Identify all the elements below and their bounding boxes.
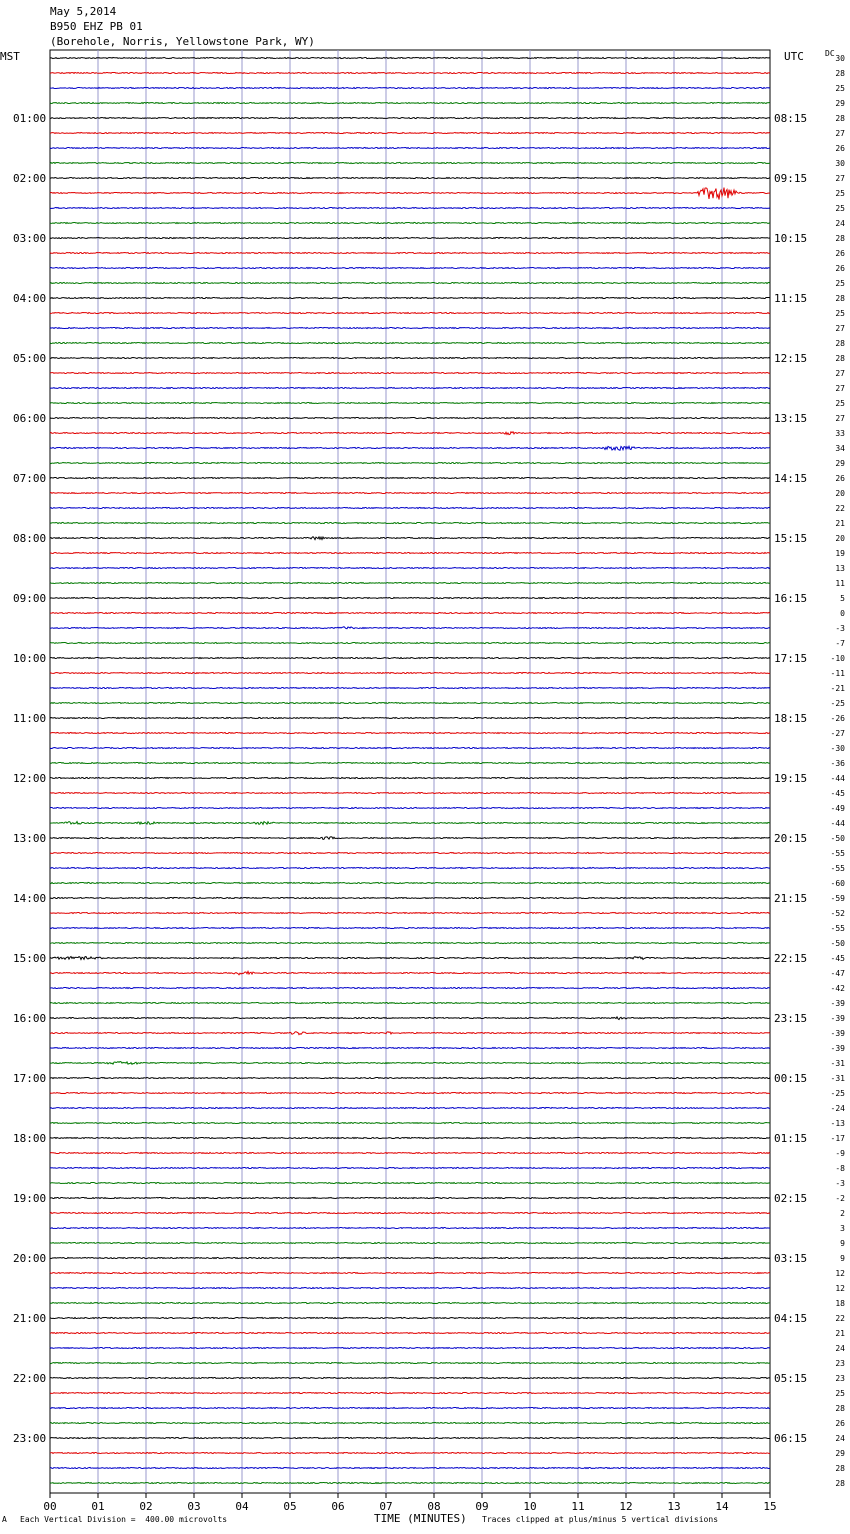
x-axis-label: TIME (MINUTES) [374,1512,467,1525]
trace-line [50,1482,770,1483]
trace-line [50,207,770,208]
x-tick-label: 15 [763,1500,777,1513]
utc-hour-label: 12:15 [774,352,808,365]
mst-hour-label: 08:00 [13,532,47,545]
dc-offset-value: -45 [830,789,845,798]
trace-line [50,117,770,118]
mst-hour-label: 21:00 [13,1312,47,1325]
trace-line [50,732,770,733]
trace-line [50,882,770,883]
utc-hour-label: 16:15 [774,592,808,605]
trace-line [50,837,770,840]
dc-offset-value: -21 [830,684,845,693]
plot-frame [50,50,770,1493]
trace-line [50,987,770,988]
x-axis-ticks [43,1493,776,1513]
time-grid [50,50,770,1493]
trace-line [50,222,770,223]
dc-offset-value: -50 [830,834,845,843]
utc-hour-label: 22:15 [774,952,808,965]
left-axis-title: MST [0,50,20,63]
utc-hour-label: 15:15 [774,532,808,545]
trace-line [50,252,770,253]
trace-line [50,87,770,88]
utc-hour-label: 11:15 [774,292,808,305]
dc-offset-value: 28 [835,114,845,123]
trace-line [50,1317,770,1318]
dc-offset-value: -13 [830,1119,845,1128]
dc-offset-value: 33 [835,429,845,438]
mst-hour-label: 03:00 [13,232,47,245]
trace-line [50,942,770,943]
x-tick-label: 03 [187,1500,201,1513]
dc-offset-value: 25 [835,84,845,93]
mst-hour-label: 13:00 [13,832,47,845]
trace-line [50,102,770,103]
utc-hour-label: 01:15 [774,1132,808,1145]
dc-offset-value: 25 [835,279,845,288]
trace-line [50,672,770,673]
trace-line [50,417,770,418]
mst-hour-label: 01:00 [13,112,47,125]
trace-line [50,1107,770,1108]
dc-offset-value: 12 [835,1284,845,1293]
utc-hour-label: 04:15 [774,1312,808,1325]
trace-line [50,1377,770,1378]
trace-line [50,387,770,388]
trace-line [50,72,770,73]
dc-offset-value: -45 [830,954,845,963]
dc-offset-value: 5 [840,594,845,603]
dc-offset-value: -36 [830,759,845,768]
dc-offset-value: 26 [835,1419,845,1428]
utc-hour-label: 10:15 [774,232,808,245]
trace-line [50,1077,770,1078]
x-tick-label: 04 [235,1500,249,1513]
dc-offset-value: -50 [830,939,845,948]
trace-line [50,237,770,238]
dc-offset-value: 26 [835,144,845,153]
dc-offset-value: 30 [835,54,845,63]
dc-offset-value: 21 [835,519,845,528]
trace-line [50,177,770,178]
dc-offset-value: 20 [835,489,845,498]
mst-hour-label: 10:00 [13,652,47,665]
utc-hour-label: 19:15 [774,772,808,785]
dc-offset-value: 28 [835,1464,845,1473]
trace-line [50,747,770,748]
dc-offset-value: -39 [830,999,845,1008]
dc-offset-value: 20 [835,534,845,543]
dc-offset-value: 27 [835,324,845,333]
trace-line [50,1017,770,1020]
trace-line [50,162,770,163]
dc-offset-value: -24 [830,1104,845,1113]
trace-line [50,822,770,825]
dc-offset-value: 25 [835,399,845,408]
mst-hour-label: 14:00 [13,892,47,905]
x-tick-label: 00 [43,1500,57,1513]
dc-offset-value: 3 [840,1224,845,1233]
trace-line [50,446,770,450]
dc-offset-value: 28 [835,354,845,363]
mst-hour-label: 02:00 [13,172,47,185]
dc-offset-value: 27 [835,174,845,183]
dc-offset-value: 25 [835,189,845,198]
trace-line [50,912,770,913]
trace-line [50,1287,770,1288]
trace-line [50,792,770,793]
left-hour-labels [13,112,46,1445]
trace-line [50,642,770,643]
x-tick-label: 10 [523,1500,537,1513]
mst-hour-label: 09:00 [13,592,47,605]
trace-line [50,147,770,148]
dc-offset-value: -39 [830,1044,845,1053]
trace-line [50,492,770,493]
utc-hour-label: 18:15 [774,712,808,725]
x-tick-label: 09 [475,1500,489,1513]
x-tick-label: 14 [715,1500,729,1513]
x-tick-label: 01 [91,1500,105,1513]
dc-offset-value: 18 [835,1299,845,1308]
trace-line [50,188,770,200]
dc-offset-value: -31 [830,1074,845,1083]
dc-offset-value: -11 [830,669,845,678]
trace-line [50,762,770,763]
dc-offset-value: -55 [830,864,845,873]
dc-offset-value: 9 [840,1239,845,1248]
trace-line [50,1332,770,1333]
trace-line [50,522,770,523]
dc-offset-value: -7 [835,639,845,648]
dc-offset-value: -25 [830,1089,845,1098]
trace-line [50,57,770,58]
trace-line [50,1467,770,1468]
right-axis-title: UTC [784,50,804,63]
trace-line [50,867,770,868]
utc-hour-label: 14:15 [774,472,808,485]
dc-offset-value: 28 [835,294,845,303]
dc-offset-value: -44 [830,774,845,783]
mst-hour-label: 17:00 [13,1072,47,1085]
dc-offset-value: 26 [835,264,845,273]
trace-line [50,1032,770,1035]
dc-offset-value: -59 [830,894,845,903]
mst-hour-label: 16:00 [13,1012,47,1025]
trace-line [50,1422,770,1423]
trace-line [50,507,770,508]
mst-hour-label: 23:00 [13,1432,47,1445]
dc-offset-value: -60 [830,879,845,888]
utc-hour-label: 05:15 [774,1372,808,1385]
dc-offset-value: 26 [835,249,845,258]
trace-line [50,1407,770,1408]
seismic-traces [50,57,770,1483]
trace-line [50,297,770,298]
dc-offset-value: -30 [830,744,845,753]
trace-line [50,402,770,403]
mst-hour-label: 11:00 [13,712,47,725]
utc-hour-label: 03:15 [774,1252,808,1265]
trace-line [50,1272,770,1273]
dc-offset-value: -3 [835,1179,845,1188]
trace-line [50,372,770,373]
dc-offset-value: -39 [830,1014,845,1023]
dc-offset-value: 13 [835,564,845,573]
trace-line [50,477,770,478]
trace-line [50,357,770,358]
dc-offset-labels [831,54,846,1488]
mst-hour-label: 05:00 [13,352,47,365]
dc-offset-value: 27 [835,384,845,393]
trace-line [50,567,770,568]
utc-hour-label: 20:15 [774,832,808,845]
dc-offset-value: 24 [835,1434,845,1443]
trace-line [50,1392,770,1393]
dc-offset-value: 34 [835,444,845,453]
dc-offset-value: 28 [835,1404,845,1413]
mst-hour-label: 18:00 [13,1132,47,1145]
trace-line [50,657,770,658]
trace-line [50,1167,770,1168]
dc-offset-value: 2 [840,1209,845,1218]
dc-offset-value: -2 [835,1194,845,1203]
trace-line [50,1047,770,1048]
dc-offset-value: -39 [830,1029,845,1038]
scale-note: Each Vertical Division = 400.00 microvolts [20,1515,228,1524]
dc-offset-value: 0 [840,609,845,618]
clip-note: Traces clipped at plus/minus 5 vertical divisions [482,1515,719,1524]
trace-line [50,1182,770,1183]
dc-offset-value: 29 [835,99,845,108]
dc-offset-value: -27 [830,729,845,738]
dc-offset-value: 29 [835,459,845,468]
dc-offset-value: 28 [835,339,845,348]
utc-hour-label: 02:15 [774,1192,808,1205]
utc-hour-label: 08:15 [774,112,808,125]
trace-line [50,1437,770,1438]
trace-line [50,597,770,598]
dc-offset-value: 27 [835,414,845,423]
trace-line [50,1257,770,1258]
trace-line [50,971,770,974]
dc-offset-value: 24 [835,1344,845,1353]
station-id: B950 EHZ PB 01 [50,20,143,33]
trace-line [50,1242,770,1243]
trace-line [50,1062,770,1065]
trace-line [50,282,770,283]
dc-offset-value: 30 [835,159,845,168]
station-location: (Borehole, Norris, Yellowstone Park, WY) [50,35,315,48]
x-tick-label: 11 [571,1500,585,1513]
trace-line [50,687,770,688]
dc-offset-value: -3 [835,624,845,633]
dc-offset-value: -49 [830,804,845,813]
trace-line [50,1362,770,1363]
trace-line [50,537,770,540]
trace-line [50,132,770,133]
dc-offset-value: -55 [830,924,845,933]
trace-line [50,1212,770,1213]
dc-offset-value: 12 [835,1269,845,1278]
dc-offset-value: 25 [835,309,845,318]
trace-line [50,1302,770,1303]
trace-line [50,1137,770,1138]
x-tick-label: 12 [619,1500,633,1513]
mst-hour-label: 06:00 [13,412,47,425]
trace-line [50,927,770,928]
trace-line [50,267,770,268]
x-tick-label: 02 [139,1500,153,1513]
dc-offset-value: -42 [830,984,845,993]
x-tick-label: 05 [283,1500,297,1513]
dc-offset-value: 23 [835,1359,845,1368]
dc-offset-value: 28 [835,69,845,78]
dc-offset-value: 29 [835,1449,845,1458]
dc-offset-value: 25 [835,1389,845,1398]
utc-hour-label: 06:15 [774,1432,808,1445]
dc-offset-value: 21 [835,1329,845,1338]
x-tick-label: 07 [379,1500,393,1513]
trace-line [50,807,770,808]
dc-offset-value: 23 [835,1374,845,1383]
trace-line [50,702,770,703]
mst-hour-label: 22:00 [13,1372,47,1385]
mst-hour-label: 07:00 [13,472,47,485]
trace-line [50,1002,770,1003]
dc-offset-value: -17 [830,1134,845,1143]
chart-date: May 5,2014 [50,5,117,18]
dc-offset-value: 26 [835,474,845,483]
dc-offset-value: -31 [830,1059,845,1068]
dc-offset-value: -44 [830,819,845,828]
trace-line [50,582,770,583]
dc-offset-value: 22 [835,504,845,513]
utc-hour-label: 09:15 [774,172,808,185]
dc-offset-value: 25 [835,204,845,213]
trace-line [50,342,770,343]
trace-line [50,1122,770,1123]
dc-offset-value: 27 [835,369,845,378]
mst-hour-label: 15:00 [13,952,47,965]
dc-offset-value: 19 [835,549,845,558]
trace-line [50,1092,770,1093]
trace-line [50,956,770,959]
trace-line [50,627,770,629]
mst-hour-label: 20:00 [13,1252,47,1265]
trace-line [50,327,770,328]
utc-hour-label: 21:15 [774,892,808,905]
trace-line [50,312,770,313]
trace-line [50,1452,770,1453]
dc-offset-value: 11 [835,579,845,588]
dc-offset-value: 22 [835,1314,845,1323]
dc-offset-value: 9 [840,1254,845,1263]
trace-line [50,852,770,853]
trace-line [50,777,770,778]
mst-hour-label: 19:00 [13,1192,47,1205]
trace-line [50,1347,770,1348]
mst-hour-label: 04:00 [13,292,47,305]
trace-line [50,717,770,718]
dc-offset-value: 24 [835,219,845,228]
dc-offset-value: 28 [835,1479,845,1488]
mst-hour-label: 12:00 [13,772,47,785]
dc-offset-value: -52 [830,909,845,918]
trace-line [50,1197,770,1198]
trace-line [50,462,770,463]
trace-line [50,432,770,435]
utc-hour-label: 13:15 [774,412,808,425]
utc-hour-label: 23:15 [774,1012,808,1025]
dc-offset-value: 28 [835,234,845,243]
dc-offset-value: -26 [830,714,845,723]
x-tick-label: 08 [427,1500,441,1513]
scale-prefix: A [2,1515,7,1524]
x-tick-label: 13 [667,1500,681,1513]
dc-offset-value: -25 [830,699,845,708]
dc-offset-value: -47 [830,969,845,978]
dc-offset-value: -55 [830,849,845,858]
utc-hour-label: 17:15 [774,652,808,665]
dc-offset-value: -8 [835,1164,845,1173]
utc-hour-label: 00:15 [774,1072,808,1085]
trace-line [50,1227,770,1228]
trace-line [50,612,770,613]
trace-line [50,1152,770,1153]
trace-line [50,552,770,553]
x-tick-label: 06 [331,1500,345,1513]
dc-offset-value: -10 [830,654,845,663]
right-hour-labels [774,112,807,1445]
dc-offset-value: -9 [835,1149,845,1158]
dc-column-title: DC [825,49,835,58]
dc-offset-value: 27 [835,129,845,138]
trace-line [50,897,770,898]
